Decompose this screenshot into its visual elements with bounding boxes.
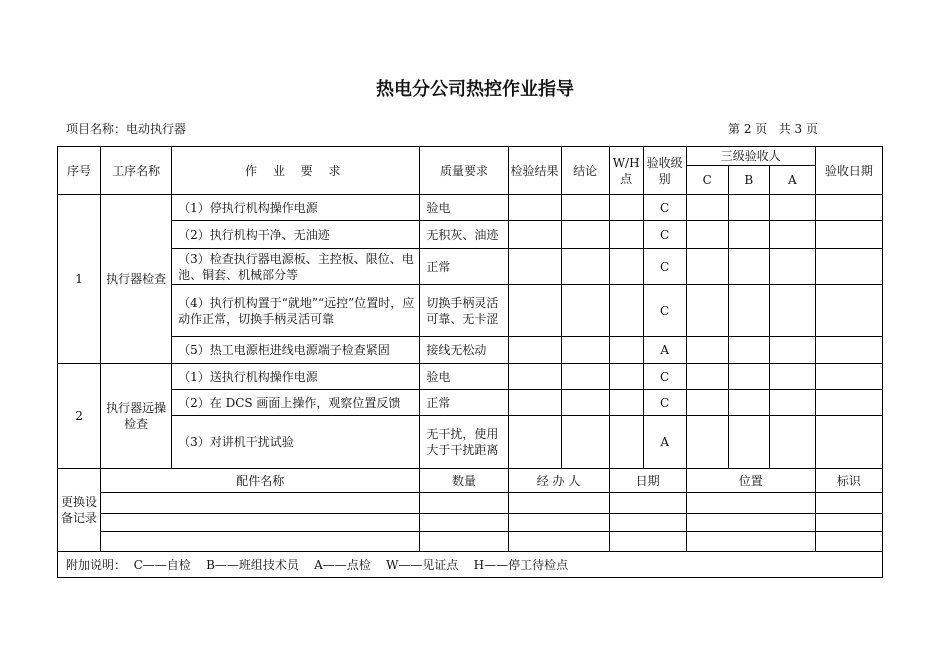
header-inspection-result: 检验结果 [508,147,561,195]
quality-cell: 正常 [420,249,508,285]
quality-cell: 切换手柄灵活可靠、无卡涩 [420,285,508,337]
process-cell: 执行器检查 [101,195,172,364]
table-row [58,416,883,469]
quality-cell: 验电 [420,195,508,221]
requirement-cell: （1）送执行机构操作电源 [172,364,420,390]
header-conclusion: 结论 [561,147,609,195]
header-requirements: 作 业 要 求 [172,147,420,195]
quantity-header: 数量 [420,469,508,493]
header-acceptance-level: 验收级别 [643,147,686,195]
level-cell: A [643,416,686,469]
quality-cell: 无干扰，使用大于干扰距离 [420,416,508,469]
table-row [58,221,883,249]
document-title: 热电分公司热控作业指导 [376,79,574,100]
level-cell: C [643,285,686,337]
replacement-header-row [58,469,883,493]
replacement-row [58,493,883,514]
level-cell: A [643,337,686,364]
table-row [58,337,883,364]
requirement-cell: （3）检查执行器电源板、主控板、限位、电池、铜套、机械部分等 [172,249,420,285]
replacement-row [58,532,883,552]
level-cell: C [643,249,686,285]
header-b: B [728,166,769,195]
header-wh-point: W/H点 [609,147,643,195]
level-cell: C [643,364,686,390]
requirement-cell: （4）执行机构置于“就地”“远控”位置时，应动作正常，切换手柄灵活可靠 [172,285,420,337]
header-a: A [769,166,815,195]
header-process: 工序名称 [101,147,172,195]
quality-cell: 验电 [420,364,508,390]
seq-cell: 1 [58,195,101,364]
date-header: 日期 [609,469,686,493]
replacement-label: 更换设备记录 [58,469,101,552]
requirement-cell: （2）执行机构干净、无油迹 [172,221,420,249]
level-cell: C [643,195,686,221]
table-row [58,249,883,285]
table-row [58,195,883,221]
requirement-cell: （3）对讲机干扰试验 [172,416,420,469]
position-header: 位置 [686,469,815,493]
header-acceptors: 三级验收人 [686,147,815,166]
requirement-cell: （2）在 DCS 画面上操作，观察位置反馈 [172,390,420,416]
quality-cell: 接线无松动 [420,337,508,364]
header-seq: 序号 [58,147,101,195]
table-row [58,285,883,337]
quality-cell: 无积灰、油迹 [420,221,508,249]
table-row [58,390,883,416]
replacement-row [58,514,883,532]
process-cell: 执行器远操检查 [101,364,172,469]
mark-header: 标识 [815,469,882,493]
header-quality: 质量要求 [420,147,508,195]
seq-cell: 2 [58,364,101,469]
project-name: 项目名称：电动执行器 [66,122,187,136]
level-cell: C [643,221,686,249]
header-acceptance-date: 验收日期 [815,147,882,195]
handler-header: 经 办 人 [508,469,609,493]
footnote: 附加说明： C——自检 B——班组技术员 A——点检 W——见证点 H——停工待检点 [58,552,883,578]
part-name-header: 配件名称 [101,469,420,493]
requirement-cell: （5）热工电源柜进线电源端子检查紧固 [172,337,420,364]
page-info: 第 2 页 共 3 页 [728,122,818,136]
work-instruction-table [57,146,883,578]
table-row [58,364,883,390]
requirement-cell: （1）停执行机构操作电源 [172,195,420,221]
level-cell: C [643,390,686,416]
header-c: C [686,166,728,195]
quality-cell: 正常 [420,390,508,416]
